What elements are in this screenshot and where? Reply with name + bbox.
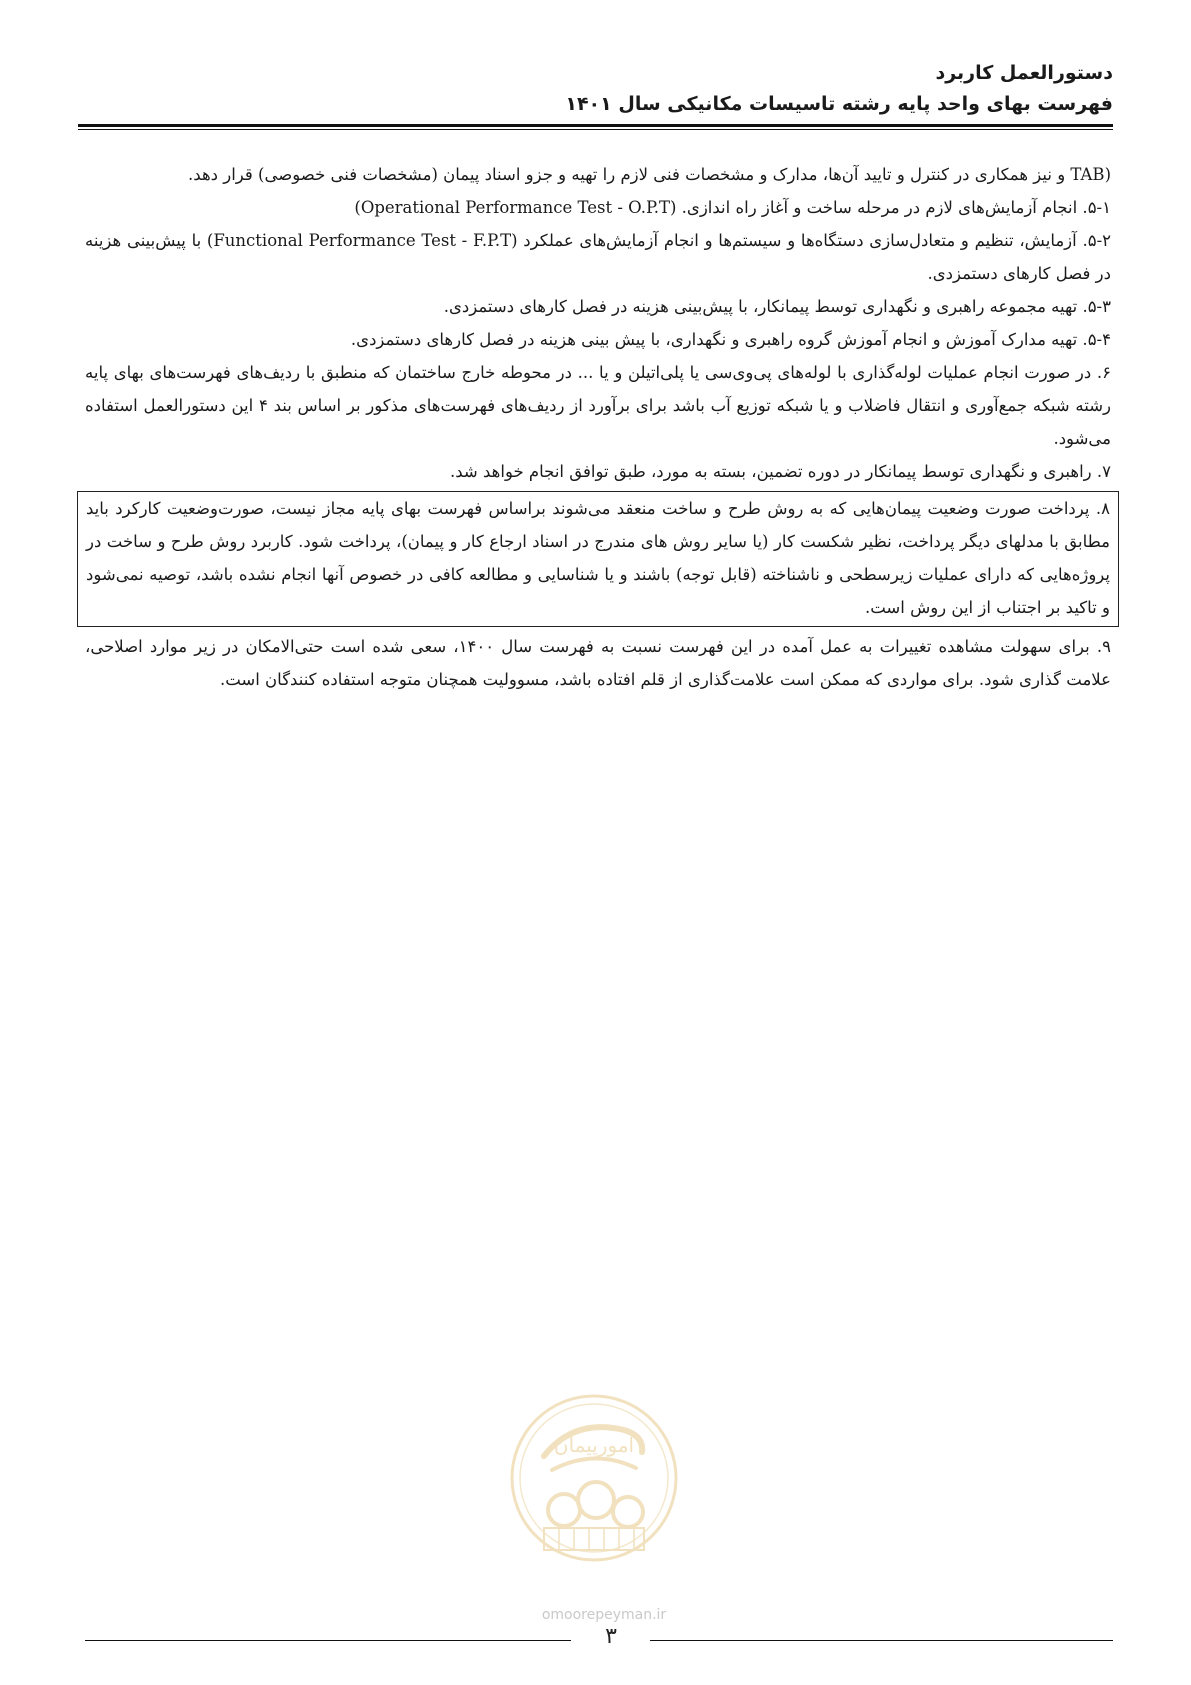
paragraph-9: ۹. برای سهولت مشاهده تغییرات به عمل آمده در این فهرست نسبت به فهرست سال ۱۴۰۰، سعی شده است حتی‌الامکان در زیر موارد اصلاحی، علامت گذاری شود. برای مواردی که ممکن است علامت‌گذاری از قلم افتاده باشد، مسوولیت همچنان متوجه استفاده کنندگان است. [85,637,1111,689]
header-rule-thick [78,124,1113,127]
paragraph-5-2: ۵-۲. آزمایش، تنظیم و متعادل‌سازی دستگاه‌ها و سیستم‌ها و انجام آزمایش‌های عملکرد (Functional Performance Test - F.P.T) با پیش‌بینی هزینه در فصل کارهای دستمزدی. [85,231,1112,283]
watermark-logo-text: امورپیمان [553,1433,635,1457]
paragraph-7: ۷. راهبری و نگهداری توسط پیمانکار در دوره تضمین، بسته به مورد، طبق توافق انجام خواهد شد. [450,462,1111,481]
document-header [83,58,1113,120]
header-rule-thin [78,129,1113,130]
paragraph-tab-continuation: (TAB و نیز همکاری در کنترل و تایید آن‌ها، مدارک و مشخصات فنی لازم را تهیه و جزو اسناد پیمان (مشخصات فنی خصوصی) قرار دهد. [188,165,1111,184]
document-subtitle: فهرست بهای واحد پایه رشته تاسیسات مکانیکی سال ۱۴۰۱ [565,93,1113,115]
watermark-site-label: omoorepeyman.ir [541,1607,667,1623]
boxed-note [77,491,1119,627]
footer-rule-left [85,1640,571,1641]
page-number: ۳ [605,1624,617,1649]
document-title: دستورالعمل کاربرد [935,62,1113,84]
paragraph-8: ۸. پرداخت صورت وضعیت پیمان‌هایی که به روش طرح و ساخت منعقد می‌شوند براساس فهرست بهای پایه مجاز نیست، صورت‌وضعیت کارکرد باید مطابق با مدلهای دیگر پرداخت، نظیر شکست کار (یا سایر روش های مندرج در اسناد ارجاع کار و پیمان)، پرداخت شود. کاربرد روش طرح و ساخت در پروژه‌هایی که دارای عملیات زیرسطحی و ناشناخته (قابل توجه) باشند و یا شناسایی و مطالعه کافی در خصوص آنها انجام نشده باشد، توصیه نمی‌شود و تاکید بر اجتناب از این روش است. [86,499,1110,617]
paragraph-6: ۶. در صورت انجام عملیات لوله‌گذاری با لوله‌های پی‌وی‌سی یا پلی‌اتیلن و یا ... در محوطه خارج ساختمان که منطبق با ردیف‌های فهرست‌های بهای پایه رشته شبکه جمع‌آوری و انتقال فاضلاب و یا شبکه توزیع آب باشد برای برآورد از ردیف‌های فهرست‌های مذکور بر اساس بند ۴ این دستورالعمل استفاده می‌شود. [85,363,1111,448]
omoorepeyman-logo-watermark [504,1378,684,1598]
footer-rule-right [650,1640,1113,1641]
document-body [85,158,1111,696]
paragraph-5-4: ۵-۴. تهیه مدارک آموزش و انجام آموزش گروه راهبری و نگهداری، با پیش بینی هزینه در فصل کارهای دستمزدی. [350,330,1111,349]
paragraph-5-1: ۵-۱. انجام آزمایش‌های لازم در مرحله ساخت و آغاز راه اندازی. (Operational Performance Test - O.P.T) [354,198,1111,217]
paragraph-5-3: ۵-۳. تهیه مجموعه راهبری و نگهداری توسط پیمانکار، با پیش‌بینی هزینه در فصل کارهای دستمزدی. [443,297,1111,316]
